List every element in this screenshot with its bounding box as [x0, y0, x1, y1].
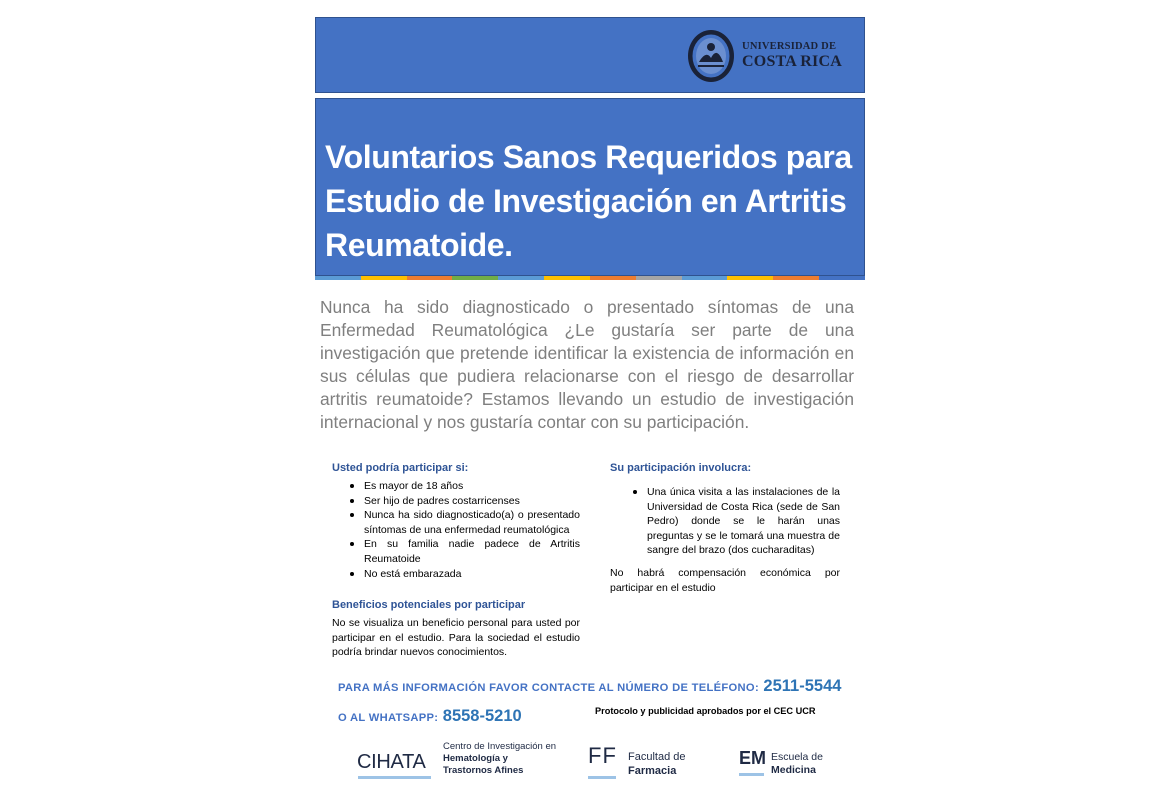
list-item: No está embarazada — [364, 567, 580, 582]
benefits-heading: Beneficios potenciales por participar — [332, 599, 526, 612]
phone-number: 2511-5544 — [763, 677, 842, 695]
strip-segment — [544, 276, 590, 280]
university-name-line1: UNIVERSIDAD DE — [742, 40, 837, 52]
list-item: Una única visita a las instalaciones de la Universidad de Costa Rica (sede de San Pedro) donde se le harán unas preguntas y se le tomará una muestra de sangre del brazo (dos cucharaditas) — [647, 486, 840, 557]
list-item: Ser hijo de padres costarricenses — [364, 494, 580, 509]
em-description — [771, 751, 823, 777]
em-desc-line2: Medicina — [771, 764, 816, 776]
page-title: Voluntarios Sanos Requeridos para Estudio de Investigación en Artritis Reumatoide. — [325, 139, 852, 263]
participation-heading: Su participación involucra: — [610, 462, 752, 474]
em-desc-line1: Escuela de — [771, 751, 823, 763]
participation-list — [610, 485, 840, 558]
strip-segment — [590, 276, 636, 280]
em-mark: EM — [739, 748, 766, 768]
strip-segment — [452, 276, 498, 280]
decorative-color-strip — [315, 276, 865, 280]
cihata-desc-line2: Hematología y — [443, 753, 508, 764]
approval-note: Protocolo y publicidad aprobados por el CEC UCR — [595, 706, 816, 716]
em-underline — [739, 773, 764, 776]
phone-label: PARA MÁS INFORMACIÓN FAVOR CONTACTE AL NÚMERO DE TELÉFONO: — [338, 682, 759, 694]
eligibility-list — [332, 479, 580, 581]
right-column — [610, 461, 840, 595]
strip-segment — [727, 276, 773, 280]
ff-desc-line2: Farmacia — [628, 765, 677, 777]
ff-underline — [588, 776, 616, 779]
title-band — [315, 98, 865, 276]
cihata-mark: CIHATA — [357, 751, 426, 773]
strip-segment — [498, 276, 544, 280]
left-column — [332, 461, 580, 660]
whatsapp-number: 8558-5210 — [442, 707, 522, 725]
strip-segment — [361, 276, 407, 280]
university-seal-icon — [686, 28, 736, 84]
whatsapp-label: O AL WHATSAPP: — [338, 712, 439, 724]
list-item: Nunca ha sido diagnosticado(a) o presentado síntomas de una enfermedad reumatológica — [364, 509, 580, 536]
cihata-desc-line3: Trastornos Afines — [443, 765, 524, 776]
strip-segment — [315, 276, 361, 280]
compensation-text: No habrá compensación económica por participar en el estudio — [610, 566, 840, 594]
phone-contact — [338, 677, 841, 696]
strip-segment — [407, 276, 453, 280]
university-name-line2: COSTA RICA — [742, 53, 842, 71]
list-item: Es mayor de 18 años — [364, 479, 580, 494]
intro-paragraph: Nunca ha sido diagnosticado o presentado síntomas de una Enfermedad Reumatológica ¿Le gustaría ser parte de una investigación que pretende identificar la existencia de información en sus células que pudiera relacionarse con el riesgo de desarrollar artritis reumatoide? Estamos llevando un estudio de investigación internacional y nos gustaría contar con su participación. — [320, 297, 854, 432]
cihata-desc-line1: Centro de Investigación en — [443, 741, 557, 752]
whatsapp-contact — [338, 707, 522, 726]
strip-segment — [682, 276, 728, 280]
header-band — [315, 17, 865, 93]
cihata-underline — [358, 776, 431, 779]
university-logo — [686, 28, 842, 84]
ff-mark: FF — [588, 743, 617, 768]
eligibility-heading: Usted podría participar si: — [332, 462, 469, 474]
strip-segment — [636, 276, 682, 280]
strip-segment — [773, 276, 819, 280]
ff-description — [628, 750, 685, 778]
cihata-description — [443, 741, 558, 777]
list-item: En su familia nadie padece de Artritis Reumatoide — [364, 538, 580, 565]
ff-desc-line1: Facultad de — [628, 751, 686, 763]
benefits-text: No se visualiza un beneficio personal para usted por participar en el estudio. Para la sociedad el estudio podría brindar nuevos conocimientos. — [332, 617, 580, 659]
strip-segment — [819, 276, 865, 280]
